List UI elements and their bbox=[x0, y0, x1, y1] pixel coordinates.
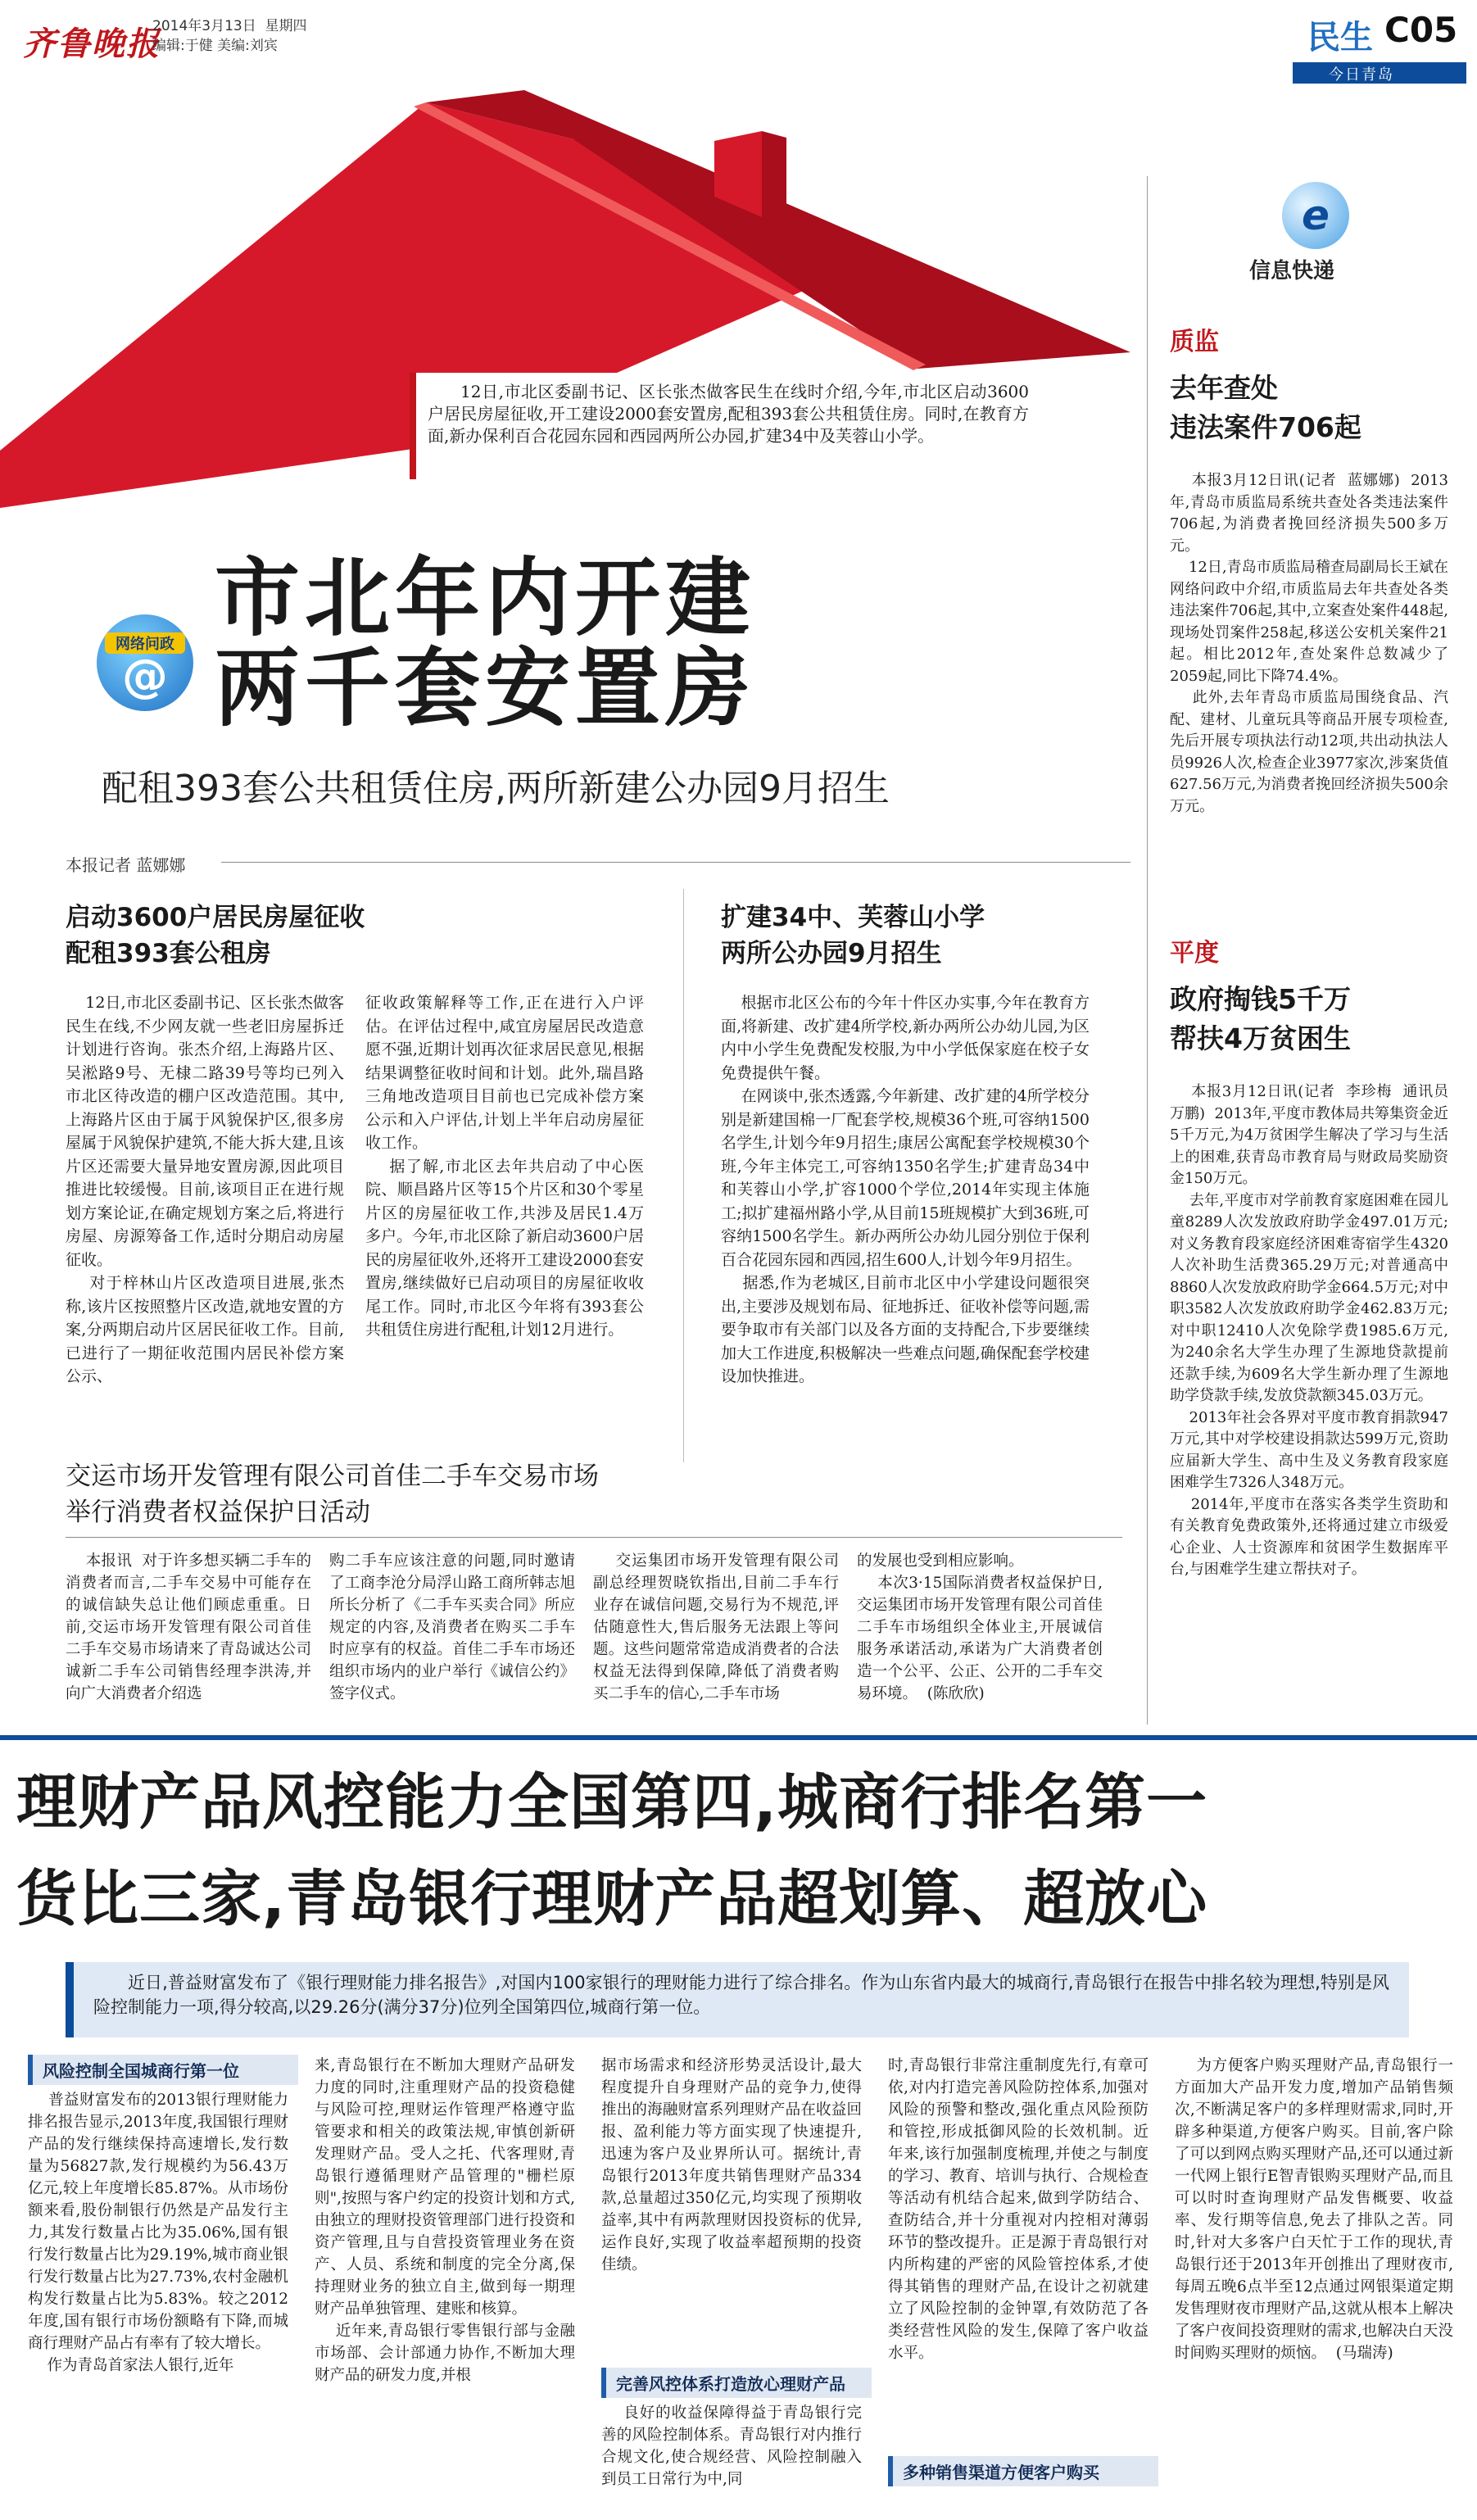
bank-headline-line1: 理财产品风控能力全国第四,城商行排名第一 bbox=[16, 1767, 1208, 1838]
bank-headline-line2: 货比三家,青岛银行理财产品超划算、超放心 bbox=[16, 1864, 1208, 1934]
bank-col2: 来,青岛银行在不断加大理财产品研发力度的同时,注重理财产品的投资稳健与风险可控,理财运作管理严格遵守监管要求和相关的政策法规,审慎创新研发理财产品。受人之托、代客理财,青岛银行遵循理财产品管理的"栅栏原则",按照与客户约定的投资计划和方式,由独立的理财投资管理部门进行投资和资产管理,且与自营投资管理业务在资产、人员、系统和制度的完全分离,保持理财业务的独立自主,做到每一期理财产品单独管理、建账和核算。 近年来,青岛银行零售银行部与金融市场部、会计部通力协作,不断加大理财产品的研发力度,并根 bbox=[315, 2057, 575, 2384]
bank-col5: 为方便客户购买理财产品,青岛银行一方面加大产品开发力度,增加产品销售频次,不断满足客户的多样理财需求,同时,开辟多种渠道,方便客户购买。目前,客户除了可以到网点购买理财产品,还可以通过新一代网上银行E智青银购买理财产品,而且可以时时查询理财产品发售概要、收益率、发行期等信息,免去了排队之苦。同时,针对大多客户白天忙于工作的现状,青岛银行还于2013年开创推出了理财夜市,每周五晚6点半至12点通过网银渠道定期发售理财夜市理财产品,这就从根本上解决了客户夜间投资理财的需求,也解决白天没时间购买理财的烦恼。 (马瑞涛) bbox=[1175, 2057, 1453, 2362]
section-a-title-line2: 配租393套公租房 bbox=[66, 939, 271, 968]
brief-column-divider bbox=[1147, 176, 1148, 1725]
brief1-title-line1: 去年查处 bbox=[1170, 372, 1278, 404]
lead-intro-box bbox=[410, 373, 1040, 479]
brief1-body: 本报3月12日讯(记者 蓝娜娜) 2013年,青岛市质监局系统共查处各类违法案件706起,为消费者挽回经济损失500多万元。 12日,青岛市质监局稽查局副局长王斌在网络问政中介绍,市质监局去年共查处各类违法案件706起,其中,立案查处案件448起,现场处罚案件258起,移送公安机关案件21起。相比2012年,查处案件总数减少了2059起,同比下降74.4%。 此外,去年青岛市质监局围绕食品、汽配、建材、儿童玩具等商品开展专项检查,先后开展专项执法行动12项,共出动执法人员9926人次,检查企业3977家次,涉案货值627.56万元,为消费者挽回经济损失500余万元。 bbox=[1170, 472, 1449, 815]
lead-intro: 12日,市北区委副书记、区长张杰做客民生在线时介绍,今年,市北区启动3600户居民房屋征收,开工建设2000套安置房,配租393套公共租赁住房。同时,在教育方面,新办保利百合花园东园和西园两所公办园,扩建34中及芙蓉山小学。 bbox=[428, 382, 1029, 446]
bank-tag3: 多种销售渠道方便客户购买 bbox=[888, 2456, 1158, 2486]
byline-rule bbox=[221, 862, 1130, 863]
car-title-rule bbox=[66, 1537, 1122, 1538]
at-icon: @ bbox=[122, 650, 168, 703]
page-number: C05 bbox=[1384, 10, 1458, 50]
bank-lead-box bbox=[66, 1962, 1409, 2037]
brief1-title-line2: 违法案件706起 bbox=[1170, 411, 1361, 443]
masthead bbox=[0, 0, 1477, 82]
brief-item1 bbox=[1170, 321, 1448, 818]
column-divider-a bbox=[683, 889, 684, 1462]
lead-headline-line1: 市北年内开建 bbox=[215, 548, 756, 648]
section-a-title-line1: 启动3600户居民房屋征收 bbox=[66, 903, 365, 932]
bank-col3b: 良好的收益保障得益于青岛银行完善的风险控制体系。青岛银行对内推行合规文化,使合规经营、风险控制融入到员工日常行为中,同 bbox=[601, 2404, 862, 2488]
car-col4: 的发展也受到相应影响。 本次3·15国际消费者权益保护日,交运集团市场开发管理有限公司首佳二手车市场组织全体业主,开展诚信服务承诺活动,承诺为广大消费者创造一个公平、公正、公开的二手车交易环境。 (陈欣欣) bbox=[857, 1552, 1103, 1702]
brief2-title-line1: 政府掏钱5千万 bbox=[1170, 983, 1351, 1015]
header-dateline bbox=[152, 16, 307, 56]
car-story-title bbox=[66, 1458, 599, 1530]
paper-logo: 齐鲁晚报 bbox=[23, 25, 161, 63]
car-col3: 交运集团市场开发管理有限公司副总经理贺晓钦指出,目前二手车行业存在诚信问题,交易行为不规范,评估随意性大,售后服务无法跟上等问题。这些问题常常造成消费者的合法权益无法得到保障,降低了消费者购买二手车的信心,二手车市场 bbox=[593, 1552, 839, 1702]
section-label: 民生 bbox=[1307, 19, 1373, 57]
brief-header-label: 信息快递 bbox=[1249, 259, 1335, 283]
issue-date: 2014年3月13日 bbox=[152, 18, 256, 34]
bank-tag1: 风险控制全国城商行第一位 bbox=[28, 2055, 298, 2085]
bank-col3a: 据市场需求和经济形势灵活设计,最大程度提升自身理财产品的竞争力,使得推出的海融财富系列理财产品在收益回报、盈利能力等方面实现了快速提升,迅速为客户及业界所认可。据统计,青岛银行2013年度共销售理财产品334款,总量超过350亿元,均实现了预期收益率,其中有两款理财因投资标的优异,运作良好,实现了收益率超预期的投资佳绩。 bbox=[601, 2057, 862, 2273]
byline-text: 本报记者 蓝娜娜 bbox=[66, 855, 186, 875]
bank-col4: 时,青岛银行非常注重制度先行,有章可依,对内打造完善风险防控体系,加强对风险的预警和整改,强化重点风险预防和管控,形成抵御风险的长效机制。近年来,该行加强制度梳理,并使之与制度的学习、教育、培训与执行、合规检查等活动有机结合起来,做到学防结合、查防结合,并十分重视对内控相对薄弱环节的整改提升。正是源于青岛银行对内所构建的严密的风险管控体系,才使得其销售的理财产品,在设计之初就建立了风险控制的金钟罩,有效防范了各类经营性风险的发生,保障了客户收益水平。 bbox=[888, 2057, 1149, 2362]
bank-lead: 近日,普益财富发布了《银行理财能力排名报告》,对国内100家银行的理财能力进行了综合排名。作为山东省内最大的城商行,青岛银行在报告中排名较为理想,特别是风险控制能力一项,得分较高,以29.26分(满分37分)位列全国第四位,城商行第一位。 bbox=[93, 1973, 1389, 2017]
chimney-side bbox=[762, 131, 786, 225]
brief2-body: 本报3月12日讯(记者 李珍梅 通讯员 万鹏) 2013年,平度市教体局共筹集资金近5千万元,为4万贫困学生解决了学习与生活上的困难,获青岛市教育局与财政局奖励资金150万元。 去年,平度市对学前教育家庭困难在园儿童8289人次发放政府助学金497.01万元;对义务教育段家庭经济困难寄宿学生4320人次补助生活费365.29万元;对普通高中8860人次发放政府助学金664.5万元;对中职3582人次发放政府助学金462.83万元;对中职12410人次免除学费1985.6万元,为240余名大学生办理了生源地贷款提前还款手续,为609名大学生新办理了生源地助学贷款手续,发放贷款额345.03万元。 2013年社会各界对平度市教育捐款947万元,其中对学校建设捐款达599万元,资助应届新大学生、高中生及义务教育段家庭困难学生7326人348万元。 2014年,平度市在落实各类学生资助和有关教育免费政策外,还将通过建立市级爱心企业、人士资源库和贫困学生数据库平台,与困难学生建立帮扶对子。 bbox=[1170, 1083, 1449, 1578]
globe-e-letter: e bbox=[1302, 192, 1330, 239]
bank-col1: 普益财富发布的2013银行理财能力排名报告显示,2013年度,我国银行理财产品的发行继续保持高速增长,发行数量为56827款,发行规模约为56.43万亿元,较上年度增长85.87%。从市场份额来看,股份制银行仍然是产品发行主力,其发行数量占比为35.06%,国有银行发行数量占比为29.19%,城市商业银行发行数量占比为27.73%,农村金融机构发行数量占比为5.83%。较之2012年度,国有银行市场份额略有下降,而城商行理财产品占有率有了较大增长。 作为青岛首家法人银行,近年 bbox=[28, 2092, 288, 2374]
brief2-tag: 平度 bbox=[1170, 939, 1219, 968]
car-title-line1: 交运市场开发管理有限公司首佳二手车交易市场 bbox=[66, 1462, 599, 1491]
issue-weekday: 星期四 bbox=[265, 18, 307, 34]
section-b-title-line2: 两所公办园9月招生 bbox=[721, 939, 942, 968]
wenzheng-badge bbox=[97, 614, 193, 711]
ie-globe-icon bbox=[1282, 182, 1349, 249]
brief2-title-line2: 帮扶4万贫困生 bbox=[1170, 1022, 1351, 1054]
lead-headline-line2: 两千套安置房 bbox=[215, 638, 756, 738]
section-a-col1: 12日,市北区委副书记、区长张杰做客民生在线,不少网友就一些老旧房屋拆迁计划进行咨询。张杰介绍,上海路片区、吴淞路9号、无棣二路39号等均已列入市北区待改造的棚户区改造范围。其中,上海路片区由于属于风貌保护区,很多房屋属于风貌保护建筑,不能大拆大建,且该片区还需要大量异地安置房源,因此项目推进比较缓慢。目前,该项目正在进行规划方案论证,在确定规划方案之后,将进行房屋、房源筹备工作,适时分期启动房屋征收。 对于梓林山片区改造项目进展,张杰称,该片区按照整片区改造,就地安置的方案,分两期启动片区居民征收工作。目前,已进行了一期征收范围内居民补偿方案公示、 bbox=[66, 994, 344, 1385]
section-b-text: 根据市北区公布的今年十件区办实事,今年在教育方面,将新建、改扩建4所学校,新办两所公办幼儿园,为区内中小学生免费配发校服,为中小学低保家庭在校子女免费提供午餐。 在网谈中,张杰透露,今年新建、改扩建的4所学校分别是新建国棉一厂配套学校,规模36个班,可容纳1500名学生,计划今年9月招生;康居公寓配套学校规模30个班,今年主体完工,可容纳1350名学生;扩建青岛34中和芙蓉山小学,扩容1000个学位,2014年实现主体施工;拟扩建福州路小学,从目前15班规模扩大到36班,可容纳1500名学生。新办两所公办幼儿园分别位于保利百合花园东园和西园,招生600人,计划今年9月招生。 据悉,作为老城区,目前市北区中小学建设问题很突出,主要涉及规划布局、征地拆迁、征收补偿等问题,需要争取市有关部门以及各方面的支持配合,下步要继续加大工作进度,积极解决一些难点问题,确保配套学校建设加快推进。 bbox=[721, 994, 1090, 1385]
car-col2: 购二手车应该注意的问题,同时邀请了工商李沧分局浮山路工商所韩志旭所长分析了《二手车买卖合同》所应规定的内容,及消费者在购买二手车时应享有的权益。首佳二手车市场还组织市场内的业户举行《诚信公约》签字仪式。 bbox=[329, 1552, 575, 1702]
brief-item2 bbox=[1170, 932, 1448, 1581]
car-col1: 本报讯 对于许多想买辆二手车的消费者而言,二手车交易中可能存在的诚信缺失总让他们顾虑重重。日前,交运市场开发管理有限公司首佳二手车交易市场请来了青岛诚达公司诚新二手车公司销售经理李洪涛,并向广大消费者介绍选 bbox=[66, 1552, 311, 1702]
section-a-col2: 征收政策解释等工作,正在进行入户评估。在评估过程中,咸宜房屋居民改造意愿不强,近期计划再次征求居民意见,根据结果调整征收时间和计划。此外,瑞昌路三角地改造项目目前也已完成补偿方案公示和入户评估,计划上半年启动房屋征收工作。 据了解,市北区去年共启动了中心医院、顺昌路片区等15个片区和30个零星片区的房屋征收工作,共涉及居民1.4万多户。今年,市北区除了新启动3600户居民的房屋征收外,还将开工建设2000套安置房,继续做好已启动项目的房屋征收收尾工作。同时,市北区今年将有393套公共租赁住房进行配租,计划12月进行。 bbox=[365, 994, 644, 1339]
car-title-line2: 举行消费者权益保护日活动 bbox=[66, 1498, 370, 1527]
lead-subhead: 配租393套公共租赁住房,两所新建公办园9月招生 bbox=[102, 768, 890, 809]
editor-credits: 编辑:于健 美编:刘宾 bbox=[152, 38, 278, 54]
bank-top-rule bbox=[0, 1735, 1477, 1740]
section-a-title bbox=[66, 900, 365, 972]
brief1-tag: 质监 bbox=[1170, 328, 1219, 356]
section-b-title bbox=[721, 900, 985, 972]
lead-byline bbox=[66, 852, 185, 876]
badge-label: 网络问政 bbox=[105, 632, 185, 654]
brief-header bbox=[1167, 172, 1462, 287]
section-b-title-line1: 扩建34中、芙蓉山小学 bbox=[721, 903, 985, 932]
bank-tag2: 完善风控体系打造放心理财产品 bbox=[601, 2368, 872, 2398]
sub-section-label: 今日青岛 bbox=[1329, 66, 1394, 84]
